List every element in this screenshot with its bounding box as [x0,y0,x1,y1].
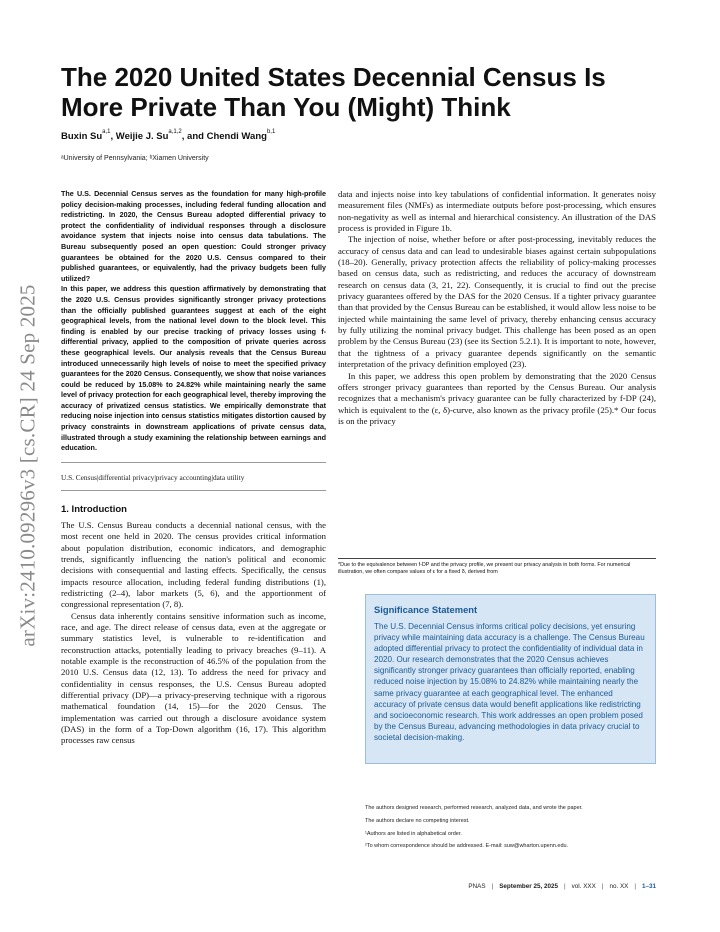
footnote: *Due to the equivalence between f-DP and the privacy profile, we present our privacy analysis in both forms. For numerical illustration, we often compare values of ε for a fixed δ, derived from [338,562,631,576]
footnote-area [338,558,656,577]
publication-date: September 25, 2025 [499,883,558,890]
paper-title: The 2020 United States Decennial Census Is More Private Than You (Might) Think [61,62,606,122]
footer-separator: | [564,883,566,890]
author-name: Chendi Wang [206,131,267,142]
abstract [61,189,326,454]
body-paragraph: The injection of noise, whether before or after post-processing, inevitably reduces the accuracy of census data and can lead to undesirable biases against certain subpopulations (18–20). Generally, privacy protection affects the reliability of policy-making processes based on census data, such as redistricting, and reduces the accuracy of downstream research on census data (3, 21, 22). Consequently, it is crucial to find out the precise privacy guarantees offered by the DAS for the 2020 Census. If a tighter privacy guarantee than that provided by the Census Bureau can be established, it would allow less noise to be injected while maintaining the same level of privacy, thereby enhancing census accuracy by fully utilizing the nominal privacy budget. This challenge has been posed as an open problem by the Census Bureau (23) (see its Section 5.2.1). It is important to note, however, that the tightness of a privacy guarantee depends significantly on the semantic interpretation of the privacy definition employed (23). [338,234,656,370]
journal-name: PNAS [468,883,486,890]
author-affiliation-marker: b,1 [266,129,276,135]
arxiv-stamp-text: arXiv:2410.09296v3 [cs.CR] 24 Sep 2025 [15,283,40,647]
author-list [61,131,275,142]
author-note: The authors designed research, performed research, analyzed data, and wrote the paper. [365,805,583,811]
author-note: ²To whom correspondence should be addressed. E-mail: suw@wharton.upenn.edu. [365,843,569,850]
body-paragraph: Census data inherently contains sensitive information such as income, race, and age. The direct release of census data, even at the aggregate or summary statistics level, is vulnerable to re-identification and reconstruction attacks, potentially leading to privacy breaches (9–11). A notable example is the reconstruction of 46.5% of the population from the 2010 U.S. Census data (12, 13). To address the need for privacy and confidentiality in census responses, the U.S. Census Bureau adopted differential privacy (DP)—a privacy-preserving technique with a rigorous mathematical foundation (14, 15)—for the 2020 Census. The implementation was carried out through a disclosure avoidance system (DAS) in the form of a Top-Down algorithm (16, 17). This algorithm processes raw census [61,610,326,746]
body-paragraph: The U.S. Census Bureau conducts a decennial national census, with the most recent one held in 2020. The census provides critical information about population distribution, economic indicators, and demographic trends, significantly influencing the nation's political and economic decisions with consequential and lasting effects. Specifically, the census impacts resource allocation, including federal funding distributions (1), redistricting (2–4), labor markets (5, 6), and the apportionment of congressional representation (7, 8). [61,519,326,610]
section-heading: 1. Introduction [61,503,127,515]
author-notes [365,805,656,856]
abstract-paragraph: The U.S. Decennial Census serves as the foundation for many high-profile policy decision-making processes, including federal funding allocation and redistricting. In 2020, the Census Bureau adopted differential privacy to protect the confidentiality of individual responses through a disclosure avoidance system that injects noise into census data tabulations. The Bureau subsequently posed an open question: Could stronger privacy guarantees be obtained for the 2020 U.S. Census compared to their published guarantees, or equivalently, had the privacy budgets been fully utilized? [61,189,326,283]
significance-statement-box [365,594,656,764]
author-separator: , and [181,131,207,142]
left-column [61,189,326,747]
author-note: ¹Authors are listed in alphabetical order. [365,830,462,837]
page-range: 1–31 [641,883,656,890]
volume: vol. XXX [571,883,596,890]
footer-separator: | [491,883,494,890]
body-paragraph: In this paper, we address this open problem by demonstrating that the 2020 Census offers stronger privacy guarantees than reported by the Census Bureau. Our analysis recognizes that a mechanism's privacy guarantee can be fully characterized by f-DP (24), which is equivalent to the (ε, δ)-curve, also known as the privacy profile (25).* Our focus is on the privacy [338,370,656,426]
footer-separator: | [634,883,636,890]
issue-number: no. XX [609,883,629,890]
keywords-divider [61,490,326,491]
author-separator: , [110,131,116,142]
keywords: U.S. Census|differential privacy|privacy accounting|data utility [61,472,245,482]
author-affiliation-marker: a,1,2 [168,129,182,135]
author-name: Weijie J. Su [115,131,169,142]
keywords-divider [61,462,326,463]
body-paragraph: data and injects noise into key tabulations of confidential information. It generates noisy measurement files (NMFs) as intermediate outputs before post-processing, which ensures non-negativity as well as internal and hierarchical consistency. An illustration of the DAS process is provided in Figure 1b. [338,189,656,234]
author-name: Buxin Su [61,131,103,142]
footer-separator: | [601,883,604,890]
author-note: The authors declare no competing interest. [365,817,470,824]
author-affiliation-marker: a,1 [102,129,111,135]
arxiv-identifier-stamp [8,240,48,690]
significance-title: Significance Statement [374,604,478,615]
right-column [338,189,656,427]
page-footer [406,883,656,890]
affiliations: ᵃUniversity of Pennsylvania; ᵇXiamen University [61,155,209,162]
significance-text: The U.S. Decennial Census informs critical policy decisions, yet ensuring privacy while maintaining data accuracy is a challenge. The Census Bureau adopted differential privacy to protect the confidentiality of individual data in 2020. Our research demonstrates that the 2020 Census achieves significantly stronger privacy guarantees than officially reported, enabling reduced noise injection by 15.08% to 24.82% while maintaining nearly the same privacy guarantee at each geographical level. The enhanced accuracy of private census data would benefit applications like redistricting and socioeconomic research. This work addresses an open problem posed by the Census Bureau, advancing methodologies in data privacy crucial to societal decision-making. [374,622,645,742]
abstract-paragraph: In this paper, we address this question affirmatively by demonstrating that the 2020 U.S. Census provides significantly stronger privacy protections than the officially published guarantees suggest at each of the eight geographical levels, from the national level down to the block level. This finding is enabled by our precise tracking of privacy losses using f-differential privacy, applied to the composition of private queries across these geographical levels. Our analysis reveals that the Census Bureau introduced unnecessarily high levels of noise to meet the specified privacy guarantees for the 2020 Census. Consequently, we show that noise variances could be reduced by 15.08% to 24.82% while maintaining nearly the same level of privacy protection for each geographical level, thereby improving the accuracy of privatized census statistics. We empirically demonstrate that reducing noise injection into census statistics mitigates distortion caused by privacy constraints in downstream applications of private census data, illustrated through a study examining the relationship between earnings and education. [61,284,326,453]
